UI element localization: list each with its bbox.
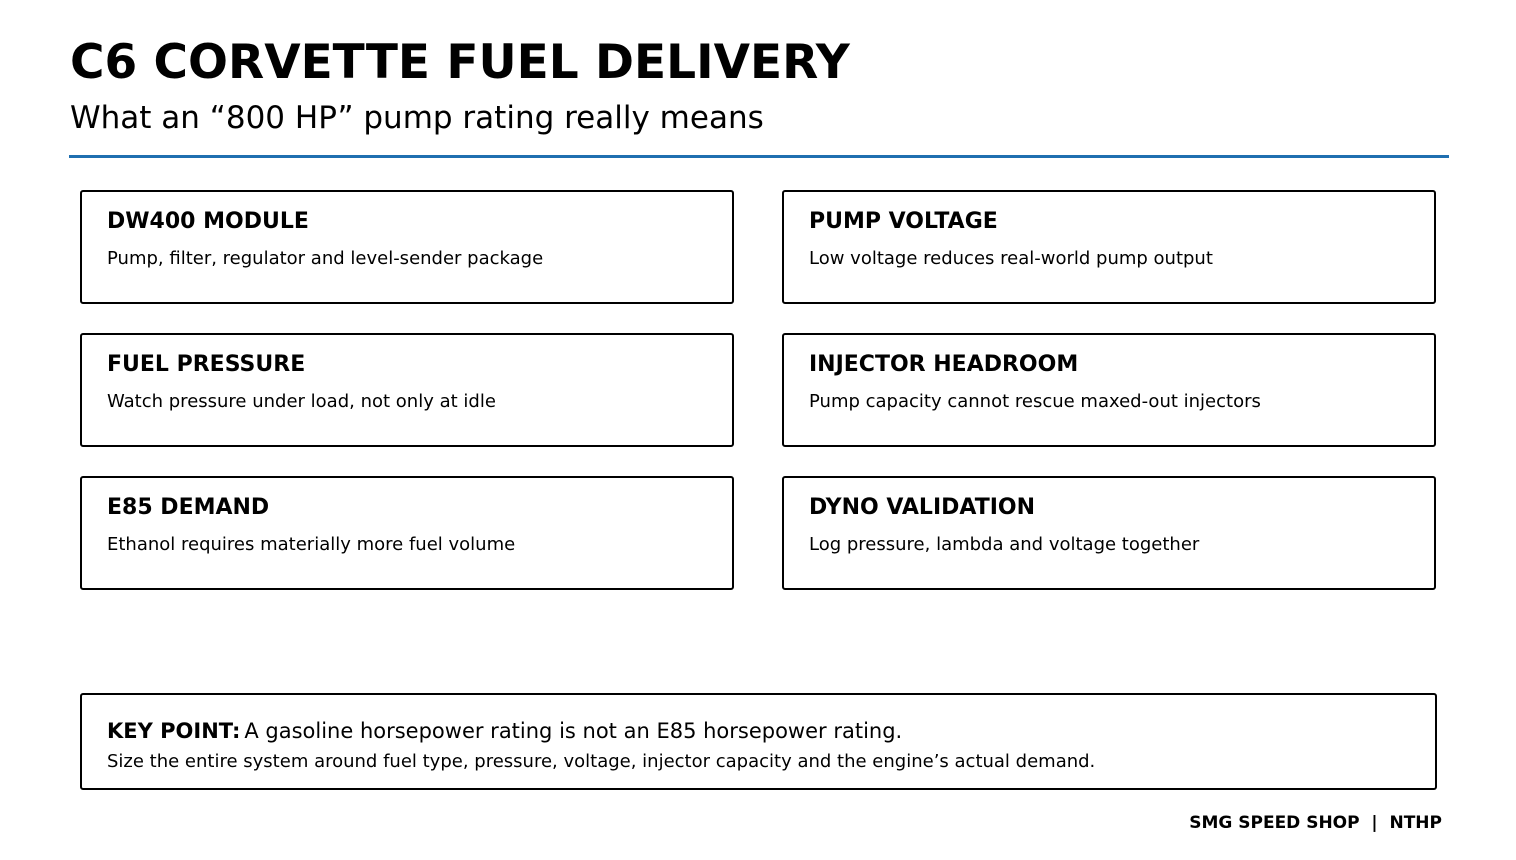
card-injector-headroom — [782, 333, 1436, 447]
card-fuel-pressure — [80, 333, 734, 447]
card-dyno-validation — [782, 476, 1436, 590]
card-description: Ethanol requires materially more fuel volume — [107, 534, 516, 555]
card-title: PUMP VOLTAGE — [809, 209, 998, 234]
card-description: Pump capacity cannot rescue maxed-out injectors — [809, 391, 1261, 412]
card-description: Log pressure, lambda and voltage together — [809, 534, 1200, 555]
card-title: DW400 MODULE — [107, 209, 309, 234]
key-point-label: KEY POINT: — [107, 719, 241, 743]
header-divider — [69, 155, 1449, 158]
card-title: E85 DEMAND — [107, 495, 270, 520]
card-description: Low voltage reduces real-world pump output — [809, 248, 1213, 269]
key-point-detail: Size the entire system around fuel type, pressure, voltage, injector capacity and the engine’s actual demand. — [107, 751, 1096, 772]
page-subtitle: What an “800 HP” pump rating really means — [70, 100, 764, 136]
card-pump-voltage — [782, 190, 1436, 304]
card-title: INJECTOR HEADROOM — [809, 352, 1079, 377]
card-description: Watch pressure under load, not only at idle — [107, 391, 496, 412]
key-point-text: A gasoline horsepower rating is not an E85 horsepower rating. — [244, 719, 903, 743]
key-point-headline — [107, 717, 902, 745]
card-description: Pump, filter, regulator and level-sender package — [107, 248, 544, 269]
card-e85-demand — [80, 476, 734, 590]
card-dw400-module — [80, 190, 734, 304]
page-title: C6 CORVETTE FUEL DELIVERY — [70, 35, 850, 90]
key-point-box — [80, 693, 1437, 790]
footer-credit: SMG SPEED SHOP | NTHP — [1189, 813, 1442, 833]
card-title: FUEL PRESSURE — [107, 352, 306, 377]
card-title: DYNO VALIDATION — [809, 495, 1036, 520]
